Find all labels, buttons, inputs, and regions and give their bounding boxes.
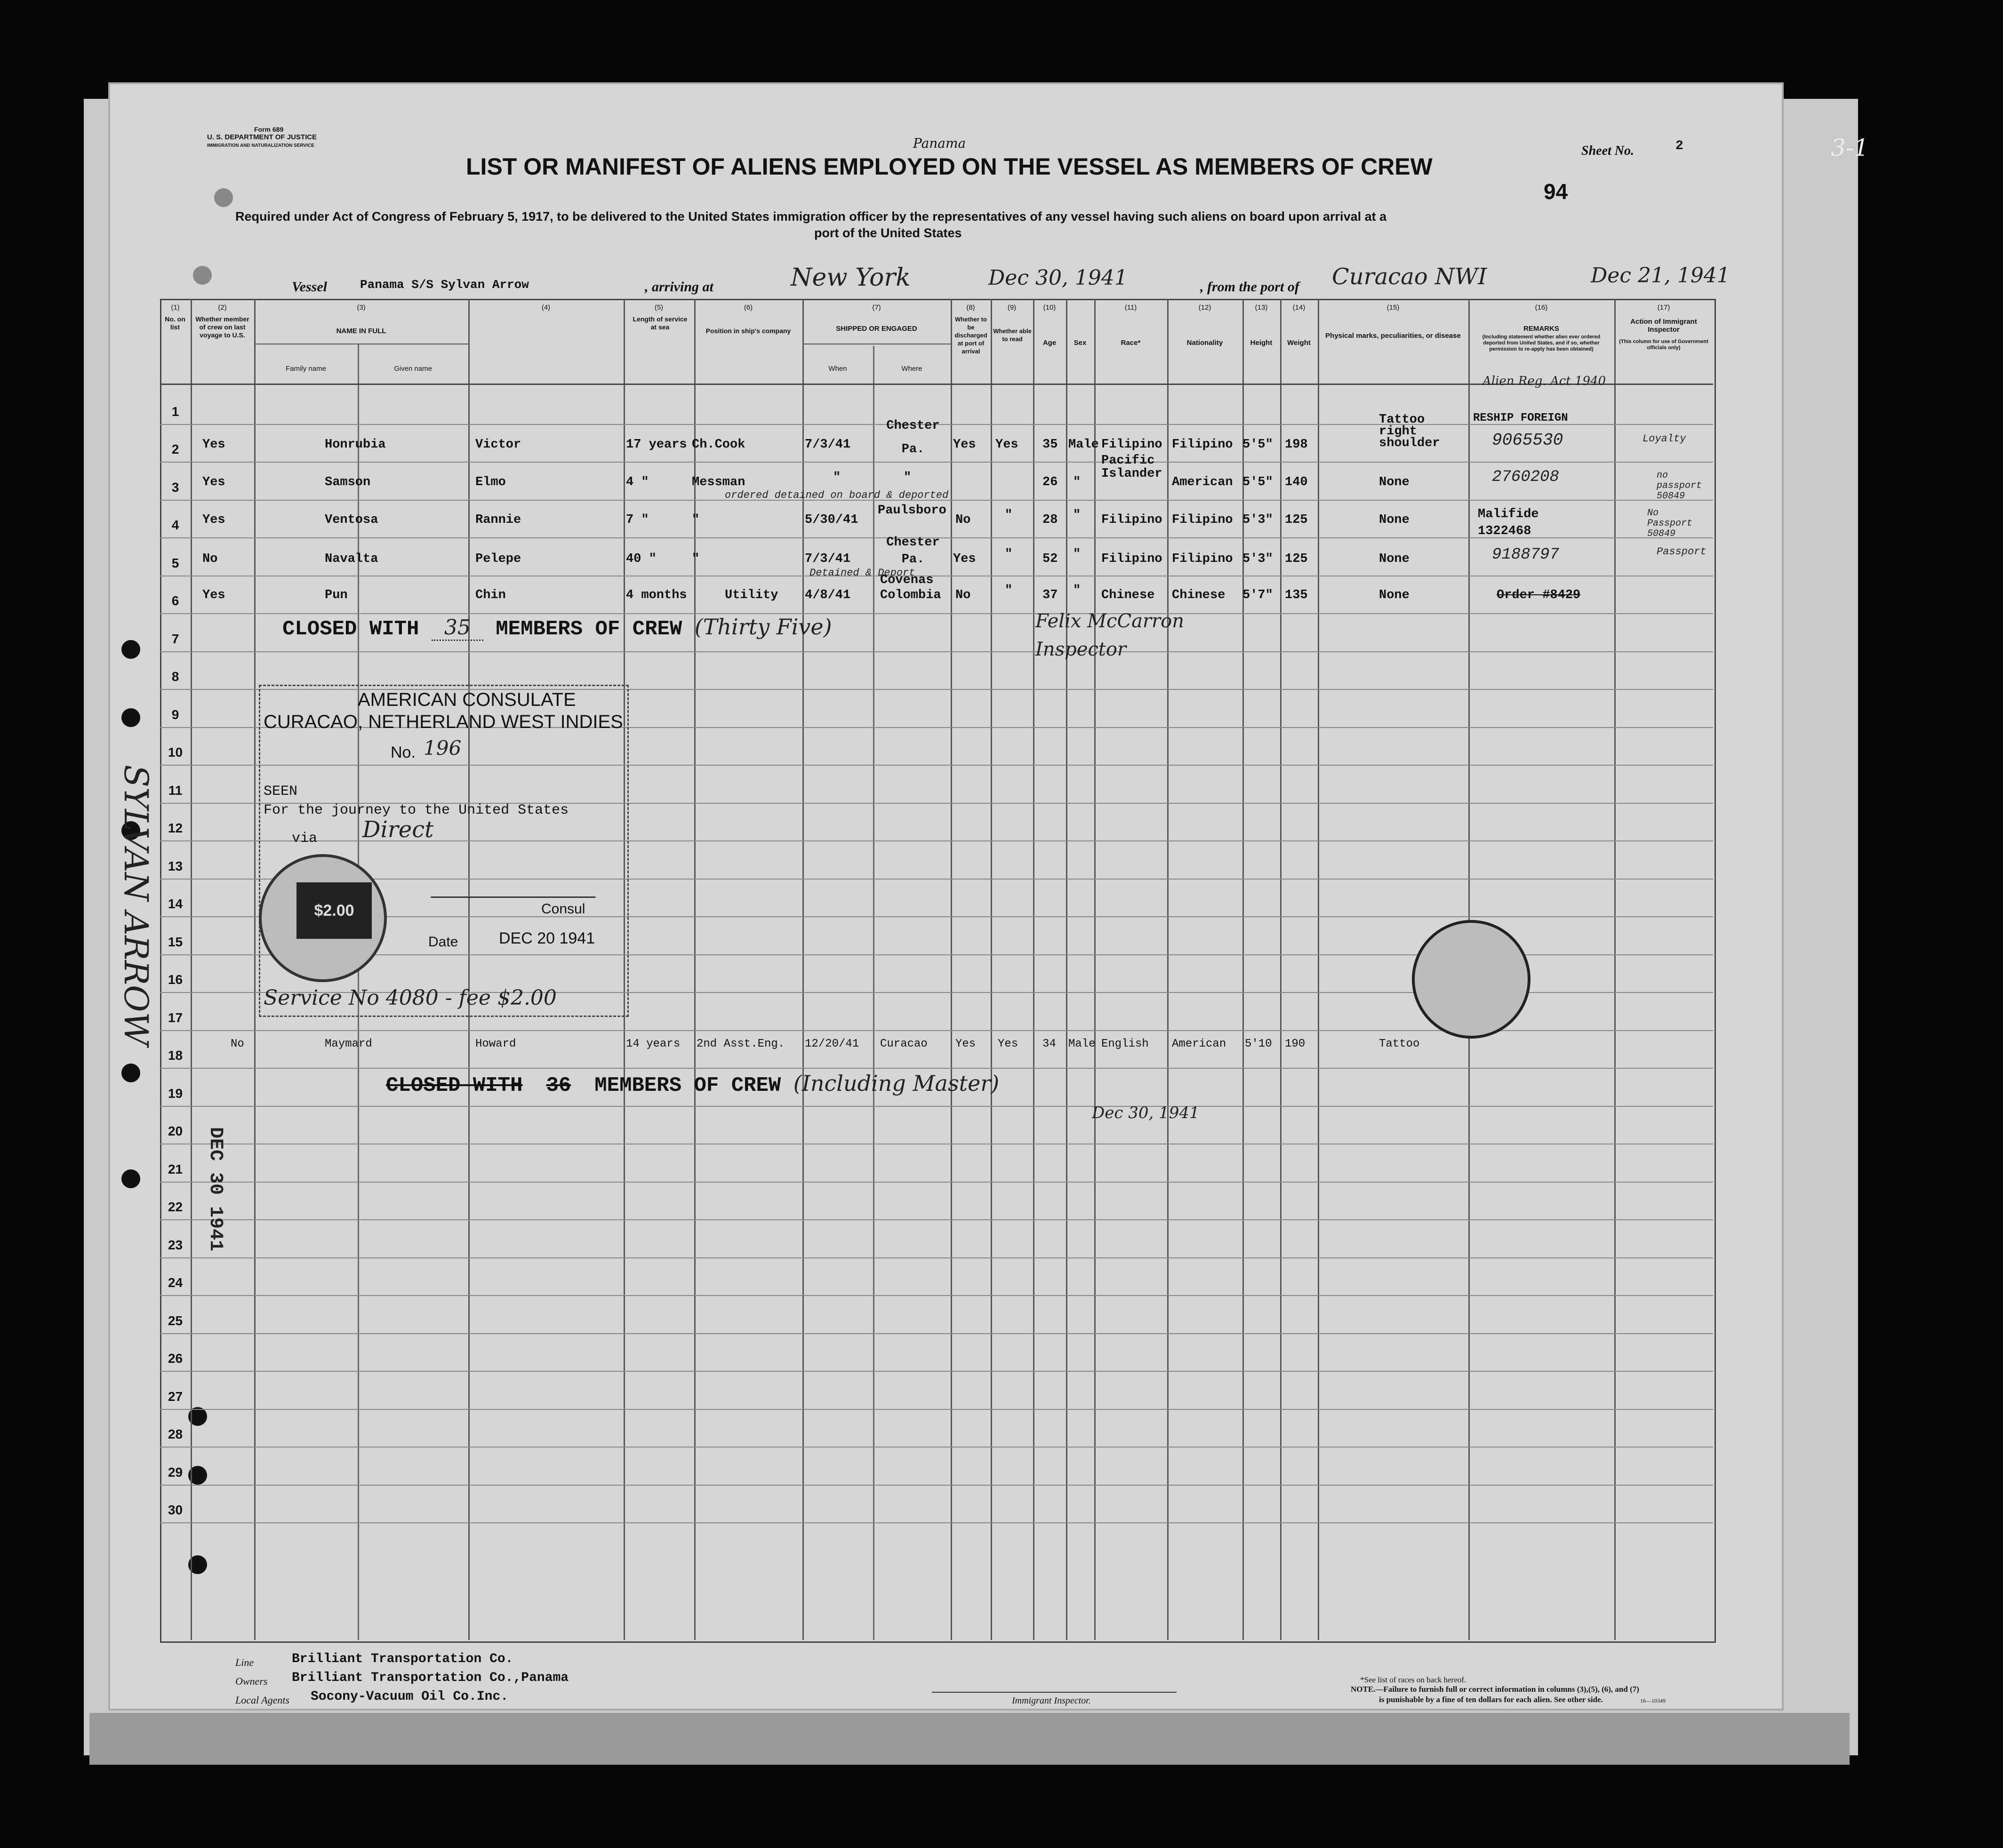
row-number: 13 [168, 858, 183, 873]
cell-family-name: Navalta [325, 552, 378, 566]
cell-read: " [1005, 584, 1013, 598]
binder-hole [121, 1169, 140, 1188]
cell-height: 5'5" [1242, 438, 1273, 452]
header-race: Race* [1121, 339, 1141, 347]
cell-position: Messman [692, 475, 745, 489]
row-number: 24 [168, 1275, 183, 1290]
cell-where: Chester Pa. [886, 536, 940, 567]
consulate-date-value: DEC 20 1941 [499, 929, 595, 947]
footer-owners-value: Brilliant Transportation Co.,Panama [292, 1671, 569, 1685]
cell-given-name: Howard [475, 1038, 516, 1050]
cell-action: no passport 50849 [1657, 470, 1702, 502]
cell-nationality: American [1172, 475, 1233, 489]
cell-marks: None [1379, 588, 1410, 602]
departure-date: Dec 21, 1941 [1591, 264, 1730, 288]
department: U. S. DEPARTMENT OF JUSTICE [207, 133, 317, 141]
col-num-13: (13) [1255, 304, 1268, 312]
header-name: NAME IN FULL [336, 327, 386, 335]
footer-races-note: *See list of races on back hereof. [1360, 1675, 1466, 1684]
cell-where: " [904, 471, 912, 485]
vertical-date-stamp: DEC 30 1941 [205, 1127, 226, 1252]
inspector-signature: Felix McCarron Inspector [1035, 610, 1184, 660]
cell-weight: 135 [1285, 588, 1308, 602]
col-num-9: (9) [1007, 304, 1017, 312]
consulate-no-label: No. [391, 744, 416, 761]
row-number: 20 [168, 1124, 183, 1138]
cell-when: 7/3/41 [805, 552, 851, 566]
cell-given-name: Rannie [475, 513, 521, 527]
manifest-sheet [108, 82, 1869, 1711]
cell-action: No Passport 50849 [1647, 508, 1693, 539]
col-num-10: (10) [1043, 304, 1056, 312]
cell-given-name: Elmo [475, 475, 506, 489]
closed-date-2: Dec 30, 1941 [1092, 1104, 1200, 1122]
cell-family-name: Honrubia [325, 438, 386, 452]
cell-given-name: Victor [475, 438, 521, 452]
row-number: 11 [168, 783, 183, 798]
cell-read: Yes [995, 438, 1018, 452]
row-number: 22 [168, 1200, 183, 1214]
country-note: Panama [913, 136, 966, 151]
col-num-5: (5) [654, 304, 664, 312]
cell-last-voyage: Yes [202, 438, 225, 452]
row-number: 29 [168, 1464, 183, 1480]
cell-weight: 140 [1285, 475, 1308, 489]
closed-with-words-2: (Including Master) [793, 1071, 1000, 1096]
row-separator [160, 651, 1713, 652]
footer-print-code: 16—10349 [1640, 1697, 1666, 1704]
cell-read: " [1005, 508, 1013, 522]
footer-penalty-note-1: NOTE.—Failure to furnish full or correct information in columns (3),(5), (6), and (7) [1351, 1685, 1639, 1694]
consulate-date-label: Date [428, 934, 458, 950]
row-number: 5 [171, 555, 179, 570]
footer-line-label: Line [235, 1656, 254, 1668]
cell-age: 34 [1042, 1038, 1056, 1050]
cell-position: " [692, 513, 700, 527]
header-height: Height [1250, 339, 1273, 347]
cell-height: 5'3" [1242, 552, 1273, 566]
consulate-via-value: Direct [362, 816, 434, 843]
cell-nationality: Filipino [1172, 513, 1233, 527]
cell-nationality: Chinese [1172, 588, 1226, 602]
cell-last-voyage: Yes [202, 513, 225, 527]
row-number: 17 [168, 1010, 183, 1025]
footer-owners-label: Owners [235, 1675, 268, 1687]
row-number: 12 [168, 821, 183, 835]
row-number: 9 [171, 707, 179, 722]
cell-given-name: Chin [475, 588, 506, 602]
header-action: Action of Immigrant Inspector [1630, 318, 1697, 334]
cell-marks: None [1379, 552, 1410, 566]
consulate-no-value: 196 [424, 736, 462, 760]
header-physical-marks: Physical marks, peculiarities, or disease [1325, 332, 1461, 340]
binder-hole [121, 708, 140, 727]
cell-nationality: American [1172, 1038, 1226, 1050]
header-given-name: Given name [394, 365, 432, 373]
cell-when: 7/3/41 [805, 438, 851, 452]
cell-family-name: Maymard [325, 1038, 372, 1050]
cell-position: Utility [725, 588, 778, 602]
row-number: 15 [168, 934, 183, 949]
col-num-7: (7) [872, 304, 881, 312]
cell-sex: " [1073, 584, 1081, 598]
cell-marks: None [1379, 475, 1410, 489]
cell-discharged: Yes [953, 552, 976, 566]
row-separator [160, 1257, 1713, 1258]
cell-remarks: 9065530 [1492, 431, 1563, 450]
consulate-seal-2 [1412, 920, 1530, 1039]
footer-line-value: Brilliant Transportation Co. [292, 1652, 513, 1666]
header-service-length: Length of service at sea [633, 315, 688, 331]
cell-race: Chinese [1101, 588, 1155, 602]
vessel-name: Panama S/S Sylvan Arrow [360, 278, 529, 292]
row-number: 18 [168, 1048, 183, 1063]
cell-race: Filipino [1101, 552, 1162, 566]
cell-nationality: Filipino [1172, 438, 1233, 452]
subtitle-line-1: Required under Act of Congress of February 5, 1917, to be delivered to the United States immigration officer by the representatives of any vessel having such aliens on board upon arrival at a [235, 209, 1387, 224]
page-number: 94 [1544, 179, 1568, 204]
col-num-3: (3) [357, 304, 366, 312]
cell-nationality: Filipino [1172, 552, 1233, 566]
col-num-12: (12) [1198, 304, 1211, 312]
form-number: Form 689 [254, 126, 284, 133]
row-number: 2 [171, 442, 179, 456]
header-nationality: Nationality [1186, 339, 1223, 347]
row-separator [160, 1333, 1713, 1334]
row-separator [160, 462, 1713, 463]
sheet-label: Sheet No. [1581, 144, 1634, 158]
cell-family-name: Pun [325, 588, 348, 602]
cell-height: 5'3" [1242, 513, 1273, 527]
col-num-8: (8) [966, 304, 975, 312]
cell-when: 12/20/41 [805, 1038, 859, 1050]
closed-with-label: CLOSED WITH [282, 617, 419, 641]
cell-service: 4 " [626, 475, 649, 489]
row-number: 25 [168, 1313, 183, 1328]
cell-service: 14 years [626, 1038, 681, 1050]
cell-family-name: Ventosa [325, 513, 378, 527]
row-number: 14 [168, 896, 183, 911]
cell-age: 35 [1042, 438, 1058, 452]
cell-age: 37 [1042, 588, 1058, 602]
binder-hole [121, 640, 140, 659]
fee-stamp-value: $2.00 [314, 902, 354, 920]
cell-last-voyage: No [202, 552, 218, 566]
cell-given-name: Pelepe [475, 552, 521, 566]
footer-inspector-label: Immigrant Inspector. [1012, 1696, 1091, 1706]
cell-race: Filipino [1101, 438, 1162, 452]
cell-last-voyage: Yes [202, 588, 225, 602]
cell-sex: Male [1068, 1038, 1096, 1050]
cell-family-name: Samson [325, 475, 371, 489]
cell-sex: Male [1068, 438, 1099, 452]
cell-height: 5'5" [1242, 475, 1273, 489]
row-number: 28 [168, 1427, 183, 1441]
row-separator [160, 1182, 1713, 1183]
col-num-2: (2) [218, 304, 227, 312]
binder-hole [214, 188, 233, 207]
cell-read: Yes [998, 1038, 1018, 1050]
cell-weight: 190 [1285, 1038, 1306, 1050]
row-separator [160, 1295, 1713, 1296]
consul-label: Consul [541, 901, 585, 917]
closed-with-line-2 [386, 1071, 999, 1097]
cell-position: Ch.Cook [692, 438, 745, 452]
row5-handwritten-note: Detained & Deport [809, 567, 915, 579]
header-where: Where [901, 365, 922, 373]
cell-race: Filipino [1101, 513, 1162, 527]
cell-last-voyage: Yes [202, 475, 225, 489]
closed-with-tail-2: MEMBERS OF CREW [594, 1074, 781, 1097]
cell-discharged: No [955, 513, 971, 527]
cell-where: Curacao [880, 1038, 928, 1050]
cell-discharged: Yes [953, 438, 976, 452]
row-separator [160, 1068, 1713, 1069]
cell-remarks: Order #8429 [1497, 588, 1581, 602]
col-num-15: (15) [1386, 304, 1400, 312]
col-num-11: (11) [1124, 304, 1137, 312]
closed-with-count-2: 36 [546, 1074, 571, 1097]
row-number: 30 [168, 1503, 183, 1517]
consulate-line-2: CURACAO, NETHERLAND WEST INDIES [264, 712, 623, 732]
cell-marks: Tattoo right shoulder [1379, 413, 1440, 450]
cell-position: " [692, 552, 700, 566]
row-separator [160, 1219, 1713, 1220]
row-number: 23 [168, 1237, 183, 1252]
header-when: When [828, 365, 847, 373]
fee-stamp [296, 882, 372, 939]
footer-agents-value: Socony-Vacuum Oil Co.Inc. [311, 1689, 509, 1704]
fee-note: Service No 4080 - fee $2.00 [264, 986, 557, 1010]
cell-remarks: 9188797 [1492, 546, 1559, 564]
cell-age: 28 [1042, 513, 1058, 527]
vessel-vertical-label: SYLVAN ARROW [117, 765, 155, 1046]
sheet-number: 2 [1675, 139, 1683, 153]
row-separator [160, 1447, 1713, 1448]
header-remarks: REMARKS [1523, 325, 1559, 333]
binder-hole [121, 1064, 140, 1082]
cell-sex: " [1073, 508, 1081, 522]
header-weight: Weight [1287, 339, 1311, 347]
row-separator [160, 1522, 1713, 1523]
consul-signature [431, 859, 609, 898]
closed-with-count: 35 [432, 616, 483, 641]
cell-weight: 198 [1285, 438, 1308, 452]
row-separator [160, 1371, 1713, 1372]
row-number: 3 [171, 480, 179, 495]
cell-last-voyage: No [231, 1038, 244, 1050]
cell-age: 26 [1042, 475, 1058, 489]
cell-remarks: Malifide 1322468 [1478, 507, 1539, 538]
row-number: 8 [171, 669, 179, 684]
cell-remarks: 2760208 [1492, 468, 1559, 486]
row-number: 16 [168, 972, 183, 987]
cell-marks: None [1379, 513, 1410, 527]
arriving-label: , arriving at [645, 279, 713, 295]
row-separator [160, 1106, 1713, 1107]
cell-when: " [833, 471, 841, 485]
subtitle-line-2: port of the United States [814, 226, 962, 240]
col-num-17: (17) [1657, 304, 1670, 312]
closed-with-label-2: CLOSED WITH [386, 1074, 523, 1097]
row-separator [160, 1409, 1713, 1410]
vessel-label: Vessel [292, 279, 327, 295]
binder-hole [193, 266, 212, 285]
col-num-16: (16) [1535, 304, 1548, 312]
cell-sex: " [1073, 475, 1081, 489]
cell-discharged: No [955, 588, 971, 602]
cell-reship-text: RESHIP FOREIGN [1473, 412, 1568, 424]
cell-race: Pacific Islander [1101, 454, 1162, 481]
col-num-6: (6) [744, 304, 753, 312]
cell-discharged: Yes [955, 1038, 976, 1050]
header-action-note: (This column for use of Government officials only) [1619, 339, 1708, 351]
cell-service: 17 years [626, 438, 687, 452]
col-num-14: (14) [1292, 304, 1306, 312]
consulate-line-1: AMERICAN CONSULATE [358, 689, 576, 710]
corner-note: 3-1 [1831, 134, 1869, 161]
cell-service: 40 " [626, 552, 657, 566]
row-number: 21 [168, 1161, 183, 1176]
row-number: 6 [171, 593, 179, 608]
row-number: 19 [168, 1086, 183, 1101]
cell-height: 5'7" [1242, 588, 1273, 602]
page-stack-edge [89, 1713, 1850, 1765]
cell-position: 2nd Asst.Eng. [697, 1038, 785, 1050]
from-port-label: , from the port of [1200, 279, 1299, 295]
cell-age: 52 [1042, 552, 1058, 566]
cell-when: 5/30/41 [805, 513, 858, 527]
cell-race: English [1101, 1038, 1149, 1050]
row-number: 7 [171, 631, 179, 646]
row-number: 26 [168, 1351, 183, 1366]
header-no-on-list: No. on list [165, 315, 185, 331]
header-age: Age [1042, 339, 1057, 347]
row-number: 27 [168, 1389, 183, 1404]
closed-with-line [282, 614, 832, 641]
cell-read: " [1005, 547, 1013, 561]
header-bottom-rule [160, 384, 1713, 385]
cell-service: 4 months [626, 588, 687, 602]
from-port: Curacao NWI [1332, 264, 1487, 290]
consulate-journey: For the journey to the United States [264, 802, 569, 818]
header-family-name: Family name [286, 365, 326, 373]
col-num-4: (4) [541, 304, 551, 312]
col-num-1: (1) [171, 304, 180, 312]
header-sex: Sex [1074, 339, 1087, 347]
footer-agents-label: Local Agents [235, 1694, 290, 1706]
row-separator [160, 1485, 1713, 1486]
consulate-via-label: via [292, 831, 318, 847]
row-number: 10 [168, 745, 183, 760]
cell-action: Loyalty [1642, 433, 1686, 445]
row-number: 4 [171, 518, 179, 532]
header-position: Position in ship's company [705, 327, 791, 335]
cell-marks: Tattoo [1379, 1038, 1420, 1050]
header-discharged: Whether to be discharged at port of arrival [954, 316, 987, 355]
header-remarks-note: (Including statement whether alien ever ordered deported from United States, and if so, whether permission to re-apply has been obtained) [1482, 334, 1601, 352]
consulate-seen: SEEN [264, 784, 298, 800]
closed-with-tail: MEMBERS OF CREW [496, 617, 682, 641]
service-name: IMMIGRATION AND NATURALIZATION SERVICE [207, 143, 314, 148]
cell-where: Covenas Colombia [880, 573, 941, 602]
remarks-header-handwritten: Alien Reg. Act 1940 [1482, 374, 1606, 388]
arrival-date: Dec 30, 1941 [988, 266, 1128, 290]
cell-weight: 125 [1285, 513, 1308, 527]
cell-sex: " [1073, 547, 1081, 561]
when-where-divider [873, 346, 874, 1640]
footer-penalty-note-2: is punishable by a fine of ten dollars for each alien. See other side. [1379, 1695, 1603, 1704]
cell-height: 5'10 [1245, 1038, 1272, 1050]
inspector-signature-line [932, 1692, 1177, 1693]
row-number: 1 [171, 404, 179, 419]
cell-service: 7 " [626, 513, 649, 527]
cell-where: Paulsboro [878, 504, 946, 518]
form-title: LIST OR MANIFEST OF ALIENS EMPLOYED ON THE VESSEL AS MEMBERS OF CREW [466, 153, 1433, 180]
arriving-port: New York [791, 264, 911, 292]
cell-action: Passport [1657, 546, 1707, 558]
header-shipped: SHIPPED OR ENGAGED [836, 325, 917, 333]
cell-where: Chester Pa. [886, 419, 940, 456]
row3-handwritten-note: ordered detained on board & deported [725, 489, 949, 501]
cell-when: 4/8/41 [805, 588, 851, 602]
header-last-voyage: Whether member of crew on last voyage to U.S. [195, 315, 249, 339]
cell-weight: 125 [1285, 552, 1308, 566]
closed-with-words: (Thirty Five) [694, 614, 832, 640]
header-read: Whether able to read [993, 328, 1032, 343]
